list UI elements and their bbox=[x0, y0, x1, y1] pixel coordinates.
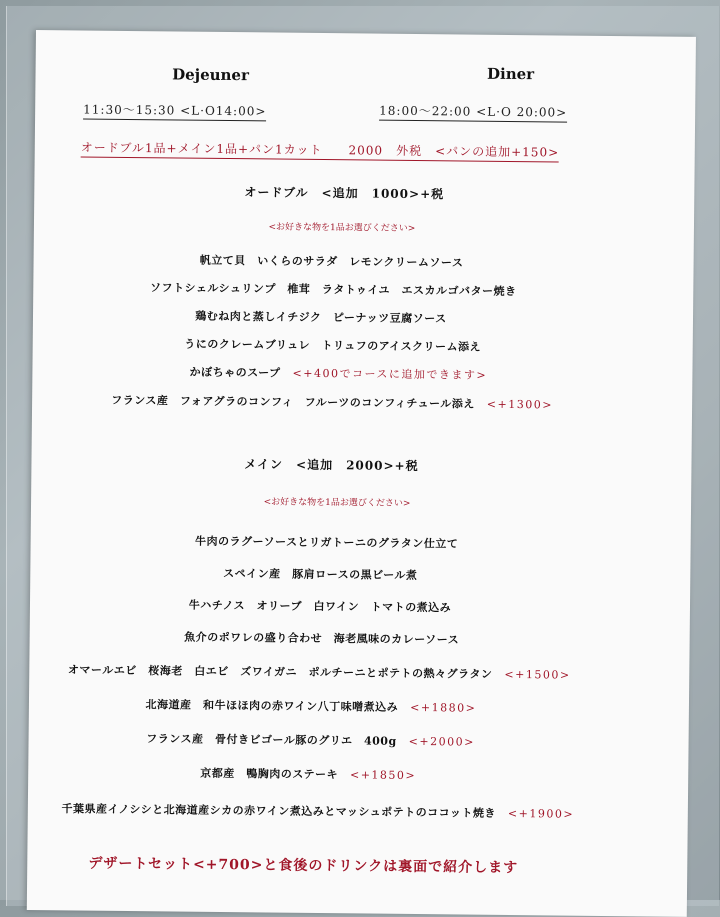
price-addition: <+1880> bbox=[410, 700, 477, 715]
main-item: 魚介のポワレの盛り合わせ 海老風味のカレーソース bbox=[184, 630, 460, 647]
dessert-drink-note: デザートセット<+700>と食後のドリンクは裏面で紹介します bbox=[88, 855, 519, 877]
main-item: オマールエビ 桜海老 白エビ ズワイガニ ポルチーニとポテトの熱々グラタン <+1500> bbox=[67, 663, 571, 682]
main-item: フランス産 骨付きビゴール豚のグリエ 400g <+2000> bbox=[146, 732, 475, 749]
lunch-title: Dejeuner bbox=[172, 65, 250, 85]
main-item: 牛ハチノス オリーブ 白ワイン トマトの煮込み bbox=[188, 598, 452, 615]
main-item: スペイン産 豚肩ロースの黒ビール煮 bbox=[223, 566, 418, 583]
lunch-hours: 11:30〜15:30 <L·O14:00> bbox=[83, 100, 266, 121]
course-promo: オードブル1品+メイン1品+パン1カット 2000 外税 <パンの追加+150> bbox=[81, 138, 560, 162]
main-item: 京都産 鴨胸肉のステーキ <+1850> bbox=[200, 766, 417, 783]
main-heading: メイン <追加 2000>+税 bbox=[244, 457, 419, 474]
hors-doeuvre-item: 鶏むね肉と蒸しイチジク ピーナッツ豆腐ソース bbox=[195, 309, 447, 326]
hors-doeuvre-item: うにのクレームブリュレ トリュフのアイスクリーム添え bbox=[184, 337, 482, 354]
price-addition: <+1850> bbox=[349, 768, 417, 783]
main-item: 牛肉のラグーソースとリガトーニのグラタン仕立て bbox=[194, 534, 459, 551]
hors-doeuvre-item: フランス産 フォアグラのコンフィ フルーツのコンフィチュール添え <+1300> bbox=[111, 393, 554, 412]
hors-doeuvre-item: かぼちゃのスープ <+400でコースに追加できます> bbox=[189, 365, 488, 382]
hors-doeuvre-item: 帆立て貝 いくらのサラダ レモンクリームソース bbox=[199, 253, 464, 270]
main-note: <お好きな物を1品お選びください> bbox=[263, 497, 411, 509]
dinner-hours: 18:00〜22:00 <L·O 20:00> bbox=[379, 102, 567, 123]
hors-doeuvre-heading: オードブル <追加 1000>+税 bbox=[244, 185, 445, 202]
hors-doeuvre-note: <お好きな物を1品お選びください> bbox=[268, 222, 416, 234]
menu-sheet bbox=[27, 30, 696, 917]
dinner-title: Diner bbox=[486, 64, 535, 84]
price-addition: <+1900> bbox=[507, 806, 575, 821]
price-addition: <+2000> bbox=[408, 734, 475, 749]
main-item: 千葉県産イノシシと北海道産シカの赤ワイン煮込みとマッシュポテトのココット焼き <+1900> bbox=[61, 802, 575, 821]
price-addition: <+1300> bbox=[486, 397, 554, 412]
main-item: 北海道産 和牛ほほ肉の赤ワイン八丁味噌煮込み <+1880> bbox=[145, 698, 477, 715]
price-addition: <+400でコースに追加できます> bbox=[292, 366, 488, 382]
price-addition: <+1500> bbox=[504, 667, 571, 682]
hors-doeuvre-item: ソフトシェルシュリンプ 椎茸 ラタトゥイユ エスカルゴバター焼き bbox=[150, 281, 517, 299]
